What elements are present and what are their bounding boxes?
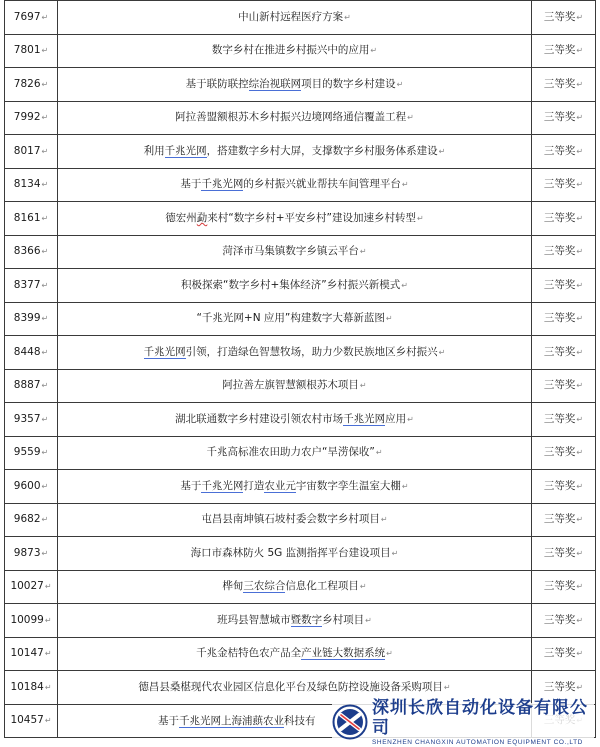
row-id-cell: 8017↵ <box>5 135 58 169</box>
table-row <box>5 101 596 135</box>
row-title-cell: 基于千兆光网打造农业元宇宙数字孪生温室大棚↵ <box>58 470 532 504</box>
row-prize-cell: 三等奖↵ <box>532 403 596 437</box>
table-row <box>5 269 596 303</box>
row-id-cell: 9682↵ <box>5 503 58 537</box>
table-row <box>5 302 596 336</box>
row-id-cell: 8448↵ <box>5 336 58 370</box>
row-id-cell: 8134↵ <box>5 168 58 202</box>
table-row <box>5 604 596 638</box>
row-title-cell: 德宏州勐来村“数字乡村+平安乡村”建设加速乡村转型↵ <box>58 202 532 236</box>
row-prize-cell: 三等奖↵ <box>532 503 596 537</box>
row-title-cell: 千兆高标准农田助力农户“旱涝保收”↵ <box>58 436 532 470</box>
row-prize-cell: 三等奖↵ <box>532 436 596 470</box>
row-id-cell: 8399↵ <box>5 302 58 336</box>
row-id-cell: 8366↵ <box>5 235 58 269</box>
award-table <box>4 0 596 738</box>
row-prize-cell: 三等奖↵ <box>532 135 596 169</box>
row-title-cell: 数字乡村在推进乡村振兴中的应用↵ <box>58 34 532 68</box>
row-id-cell: 10027↵ <box>5 570 58 604</box>
company-watermark <box>332 697 594 746</box>
table-row <box>5 1 596 35</box>
table-row <box>5 369 596 403</box>
row-title-cell: 阿拉善盟额根苏木乡村振兴边境网络通信覆盖工程↵ <box>58 101 532 135</box>
row-prize-cell: 三等奖↵ <box>532 637 596 671</box>
row-title-cell: 海口市森林防火 5G 监测指挥平台建设项目↵ <box>58 537 532 571</box>
table-row <box>5 470 596 504</box>
table-row <box>5 68 596 102</box>
table-row <box>5 503 596 537</box>
row-title-cell: 桦甸三农综合信息化工程项目↵ <box>58 570 532 604</box>
row-prize-cell: 三等奖↵ <box>532 269 596 303</box>
changxin-logo-icon <box>332 704 368 740</box>
row-prize-cell: 三等奖↵ <box>532 1 596 35</box>
row-title-cell: 阿拉善左旗智慧额根苏木项目↵ <box>58 369 532 403</box>
table-row <box>5 403 596 437</box>
row-id-cell: 9357↵ <box>5 403 58 437</box>
row-title-cell: 积极探索“数字乡村+集体经济”乡村振兴新模式↵ <box>58 269 532 303</box>
watermark-company-cn: 深圳长欣自动化设备有限公司 <box>372 697 588 738</box>
row-title-cell: 湖北联通数字乡村建设引领农村市场千兆光网应用↵ <box>58 403 532 437</box>
table-row <box>5 436 596 470</box>
row-prize-cell: 三等奖↵ <box>532 671 596 705</box>
row-prize-cell: 三等奖↵ <box>532 570 596 604</box>
row-prize-cell: 三等奖↵ <box>532 168 596 202</box>
row-id-cell: 8377↵ <box>5 269 58 303</box>
row-id-cell: 8161↵ <box>5 202 58 236</box>
table-row <box>5 202 596 236</box>
row-prize-cell: 三等奖↵ <box>532 302 596 336</box>
table-row <box>5 235 596 269</box>
row-prize-cell: 三等奖↵ <box>532 604 596 638</box>
row-id-cell: 9559↵ <box>5 436 58 470</box>
row-title-cell: 班玛县智慧城市暨数字乡村项目↵ <box>58 604 532 638</box>
row-id-cell: 7992↵ <box>5 101 58 135</box>
row-prize-cell: 三等奖↵ <box>532 68 596 102</box>
row-id-cell: 10099↵ <box>5 604 58 638</box>
row-prize-cell: 三等奖↵ <box>532 369 596 403</box>
row-title-cell: 利用千兆光网，搭建数字乡村大屏，支撑数字乡村服务体系建设↵ <box>58 135 532 169</box>
table-row <box>5 537 596 571</box>
row-id-cell: 10457↵ <box>5 704 58 738</box>
row-title-cell: 千兆金桔特色农产品全产业链大数据系统↵ <box>58 637 532 671</box>
row-title-cell: 中山新村远程医疗方案↵ <box>58 1 532 35</box>
row-id-cell: 9600↵ <box>5 470 58 504</box>
row-title-cell: 菏泽市马集镇数字乡镇云平台↵ <box>58 235 532 269</box>
row-prize-cell: 三等奖↵ <box>532 34 596 68</box>
row-prize-cell: 三等奖↵ <box>532 101 596 135</box>
row-title-cell: 屯昌县南坤镇石坡村委会数字乡村项目↵ <box>58 503 532 537</box>
row-id-cell: 7801↵ <box>5 34 58 68</box>
row-id-cell: 10184↵ <box>5 671 58 705</box>
table-row <box>5 34 596 68</box>
row-title-cell: 基于千兆光网的乡村振兴就业帮扶车间管理平台↵ <box>58 168 532 202</box>
row-prize-cell: 三等奖↵ <box>532 235 596 269</box>
row-prize-cell: 三等奖↵ <box>532 336 596 370</box>
table-row <box>5 135 596 169</box>
table-row <box>5 570 596 604</box>
row-title-cell: 千兆光网引领，打造绿色智慧牧场，助力少数民族地区乡村振兴↵ <box>58 336 532 370</box>
table-row <box>5 168 596 202</box>
table-row <box>5 336 596 370</box>
row-id-cell: 7697↵ <box>5 1 58 35</box>
row-title-cell: “千兆光网+N 应用”构建数字大幕新蓝图↵ <box>58 302 532 336</box>
row-title-cell: 德昌县桑椹现代农业园区信息化平台及绿色防控设施设备采购项目↵ <box>58 671 532 705</box>
row-prize-cell: 三等奖↵ <box>532 470 596 504</box>
row-id-cell: 10147↵ <box>5 637 58 671</box>
row-id-cell: 8887↵ <box>5 369 58 403</box>
row-title-cell: 基于联防联控综治视联网项目的数字乡村建设↵ <box>58 68 532 102</box>
row-id-cell: 9873↵ <box>5 537 58 571</box>
table-row <box>5 637 596 671</box>
row-id-cell: 7826↵ <box>5 68 58 102</box>
watermark-company-en: SHENZHEN CHANGXIN AUTOMATION EQUIPMENT CO.,LTD <box>372 738 583 746</box>
row-title-cell: 基于千兆光网上海浦蕻农业科技有 <box>58 704 532 738</box>
row-prize-cell: 三等奖↵ <box>532 537 596 571</box>
row-prize-cell: 三等奖↵ <box>532 202 596 236</box>
